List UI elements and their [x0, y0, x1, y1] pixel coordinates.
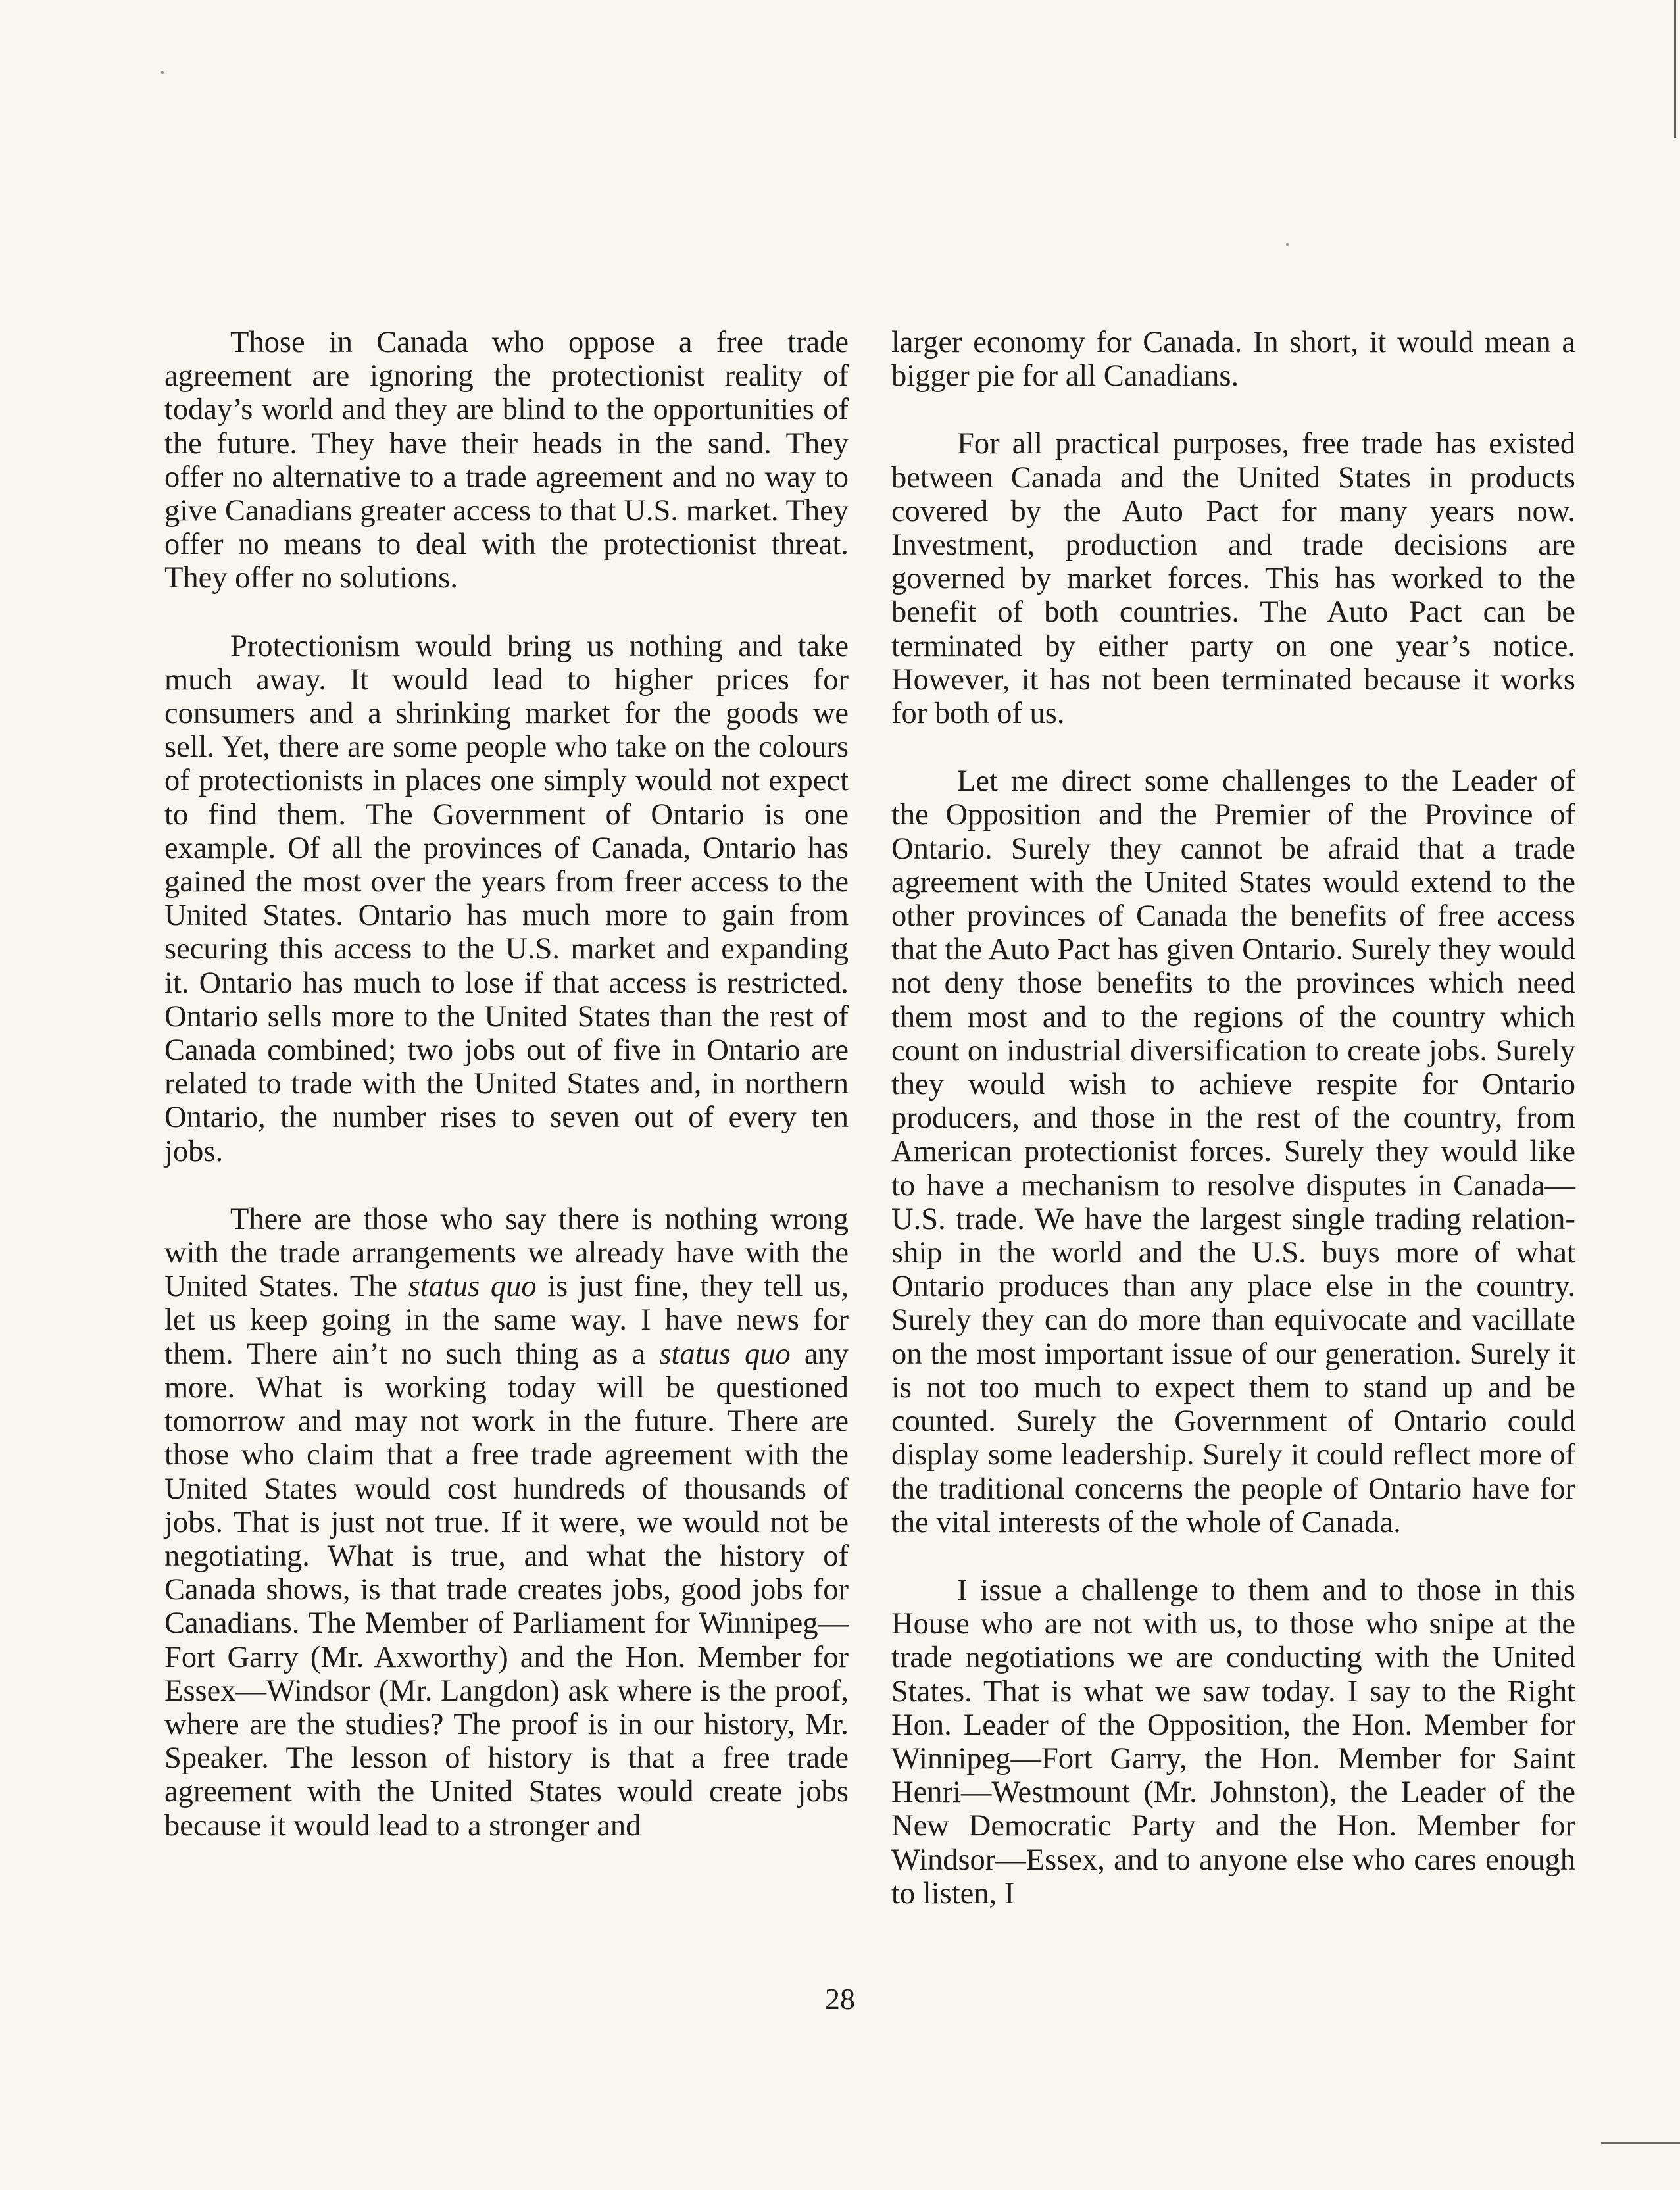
paragraph: Let me direct some challenges to the Leader of the Opposition and the Premier of the Province of Ontario. Surely they cannot be afraid that a trade agreement with the United States would extend to the other provinces of Canada the benefits of free access that the Auto Pact has given Ontario. Surely they would not deny those benefits to the provinces which need them most and to the regions of the country which count on industrial diversification to create jobs. Surely they would wish to achieve respite for Ontario producers, and those in the rest of the country, from American protectionist forces. Surely they would like to have a mechanism to resolve disputes in Canada—U.S. trade. We have the largest single trading relationship in the world and the U.S. buys more of what Ontario produces than any place else in the country. Surely they can do more than equivocate and vacillate on the most important issue of our generation. Surely it is not too much to expect them to stand up and be counted. Surely the Government of Ontario could display some leadership. Surely it could reflect more of the traditional concerns the people of Ontario have for the vital interests of the whole of Canada. — [891, 764, 1575, 1539]
scan-speck — [161, 71, 164, 74]
paragraph-text: There are those who say there is nothing wrong with the trade arrangements we already have with the United States. The — [164, 1202, 849, 1304]
italic-phrase: status quo — [659, 1337, 791, 1371]
paragraph-text: any more. What is working today will be questioned tomorrow and may not work in the future. There are those who claim that a free trade agreement with the United States would cost hundreds of thousands of jobs. That is just not true. If it were, we would not be negotiating. What is true, and what the history of Canada shows, is that trade creates jobs, good jobs for Canadians. The Member of Parliament for Winnipeg—Fort Garry (Mr. Axworthy) and the Hon. Member for Essex—Windsor (Mr. Langdon) ask where is the proof, where are the studies? The proof is in our history, Mr. Speaker. The lesson of history is that a free trade agreement with the United States would create jobs because it would lead to a stronger and — [164, 1337, 849, 1843]
scan-speck — [1286, 243, 1289, 246]
scan-edge-mark — [1674, 0, 1676, 138]
paragraph: I issue a challenge to them and to those in this House who are not with us, to those who snipe at the trade negotiations we are conducting with the United States. That is what we saw today. I say to the Right Hon. Leader of the Opposition, the Hon. Member for Winnipeg—Fort Garry, the Hon. Member for Saint Henri—Westmount (Mr. Johnston), the Leader of the New Democratic Party and the Hon. Member for Windsor—Essex, and to anyone else who cares enough to listen, I — [891, 1573, 1575, 1910]
scan-edge-mark — [1601, 2142, 1680, 2144]
italic-phrase: status quo — [408, 1270, 537, 1304]
page-number: 28 — [825, 1982, 855, 2016]
paragraph-text: is just fine, they tell us, let us keep going in the same way. I have news for them. There ain’t no such thing as a — [164, 1270, 849, 1371]
paragraph: For all practical purposes, free trade has existed between Canada and the United States in products covered by the Auto Pact for many years now. Investment, production and trade decisions are governed by market forces. This has worked to the benefit of both countries. The Auto Pact can be terminated by either party on one year’s notice. However, it has not been terminated because it works for both of us. — [891, 427, 1575, 731]
paragraph: Those in Canada who oppose a free trade agreement are ignoring the protectionist reality of today’s world and they are blind to the opportunities of the future. They have their heads in the sand. They offer no alternative to a trade agreement and no way to give Canadians greater access to that U.S. market. They offer no means to deal with the protectionist threat. They offer no solutions. — [164, 326, 849, 595]
paragraph — [164, 1203, 849, 1843]
paragraph: Protectionism would bring us nothing and take much away. It would lead to higher prices for consumers and a shrinking market for the goods we sell. Yet, there are some people who take on the colours of protectionists in places one simply would not expect to find them. The Government of Ontario is one example. Of all the provinces of Canada, Ontario has gained the most over the years from freer access to the United States. Ontario has much more to gain from securing this access to the U.S. market and expanding it. Ontario has much to lose if that access is restricted. Ontario sells more to the United States than the rest of Canada combined; two jobs out of five in Ontario are related to trade with the United States and, in northern Ontario, the number rises to seven out of every ten jobs. — [164, 629, 849, 1168]
left-column — [164, 326, 849, 1843]
paragraph-continuation: larger economy for Canada. In short, it would mean a bigger pie for all Canadians. — [891, 326, 1575, 393]
right-column — [891, 326, 1575, 1910]
